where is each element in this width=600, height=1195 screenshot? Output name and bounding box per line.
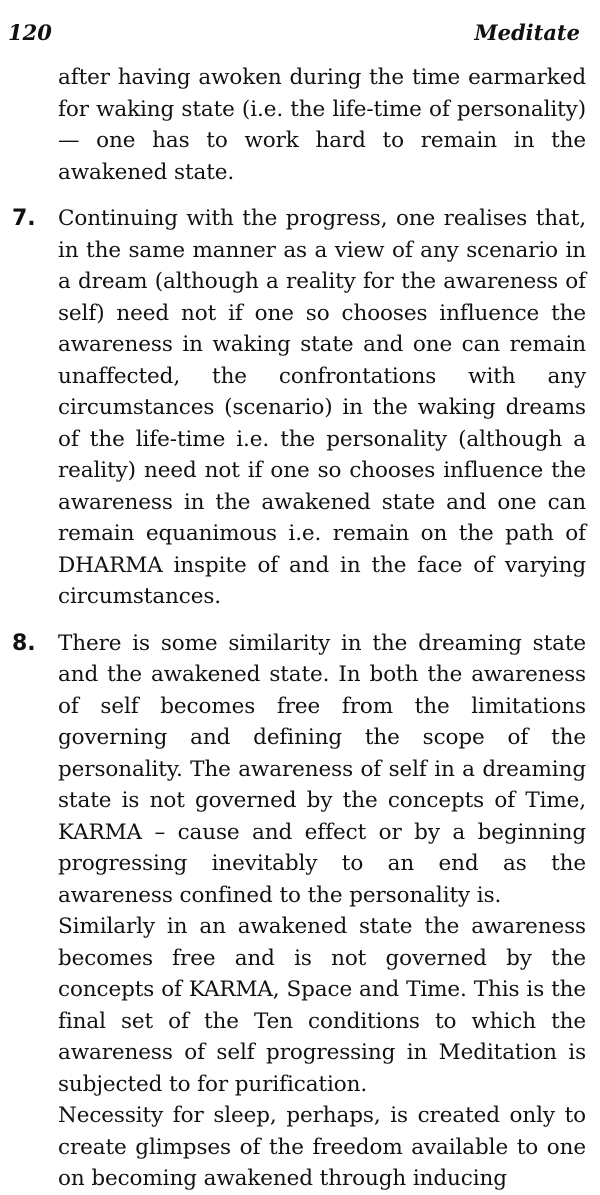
list-item-8 (12, 628, 586, 912)
item-paragraph: Necessity for sleep, perhaps, is created only to create glimpses of the freedom available to one on becoming awakened through inducing (58, 1103, 586, 1191)
item-paragraph: Continuing with the progress, one realises that, in the same manner as a view of any scenario in a dream (although a reality for the awareness of self) need not if one so chooses influence the awareness in waking state and one can remain unaffected, the confrontations with any circumstances (scenario) in the waking dreams of the life-time i.e. the personality (although a reality) need not if one so chooses influence the awareness in the awakened state and one can remain equanimous i.e. remain on the path of DHARMA inspite of and in the face of varying circumstances. (58, 206, 586, 609)
item-number: 8. (12, 630, 36, 656)
body-text (12, 62, 586, 1195)
item-spacer (12, 613, 586, 628)
item-number: 7. (12, 206, 36, 231)
list-item-7 (12, 203, 586, 613)
page-header (8, 20, 580, 56)
running-title: Meditate (474, 20, 580, 45)
continuation-paragraph: after having awoken during the time earmarked for waking state (i.e. the life-time of personality) — one has to work hard to remain in the awakened state. (58, 65, 586, 185)
item-paragraph: There is some similarity in the dreaming state and the awakened state. In both the awareness of self becomes free from the limitations governing and defining the scope of the personality. The awareness of self in a dreaming state is not governed by the concepts of Time, KARMA – cause and effect or by a beginning progressing inevitably to an end as the awareness confined to the personality is. (58, 630, 586, 908)
page-number: 120 (8, 20, 52, 45)
item-paragraph: Similarly in an awakened state the awareness becomes free and is not governed by the concepts of KARMA, Space and Time. This is the final set of the Ten conditions to which the awareness of self progressing in Meditation is subjected to for purification. (58, 914, 586, 1097)
item-spacer (12, 188, 586, 203)
